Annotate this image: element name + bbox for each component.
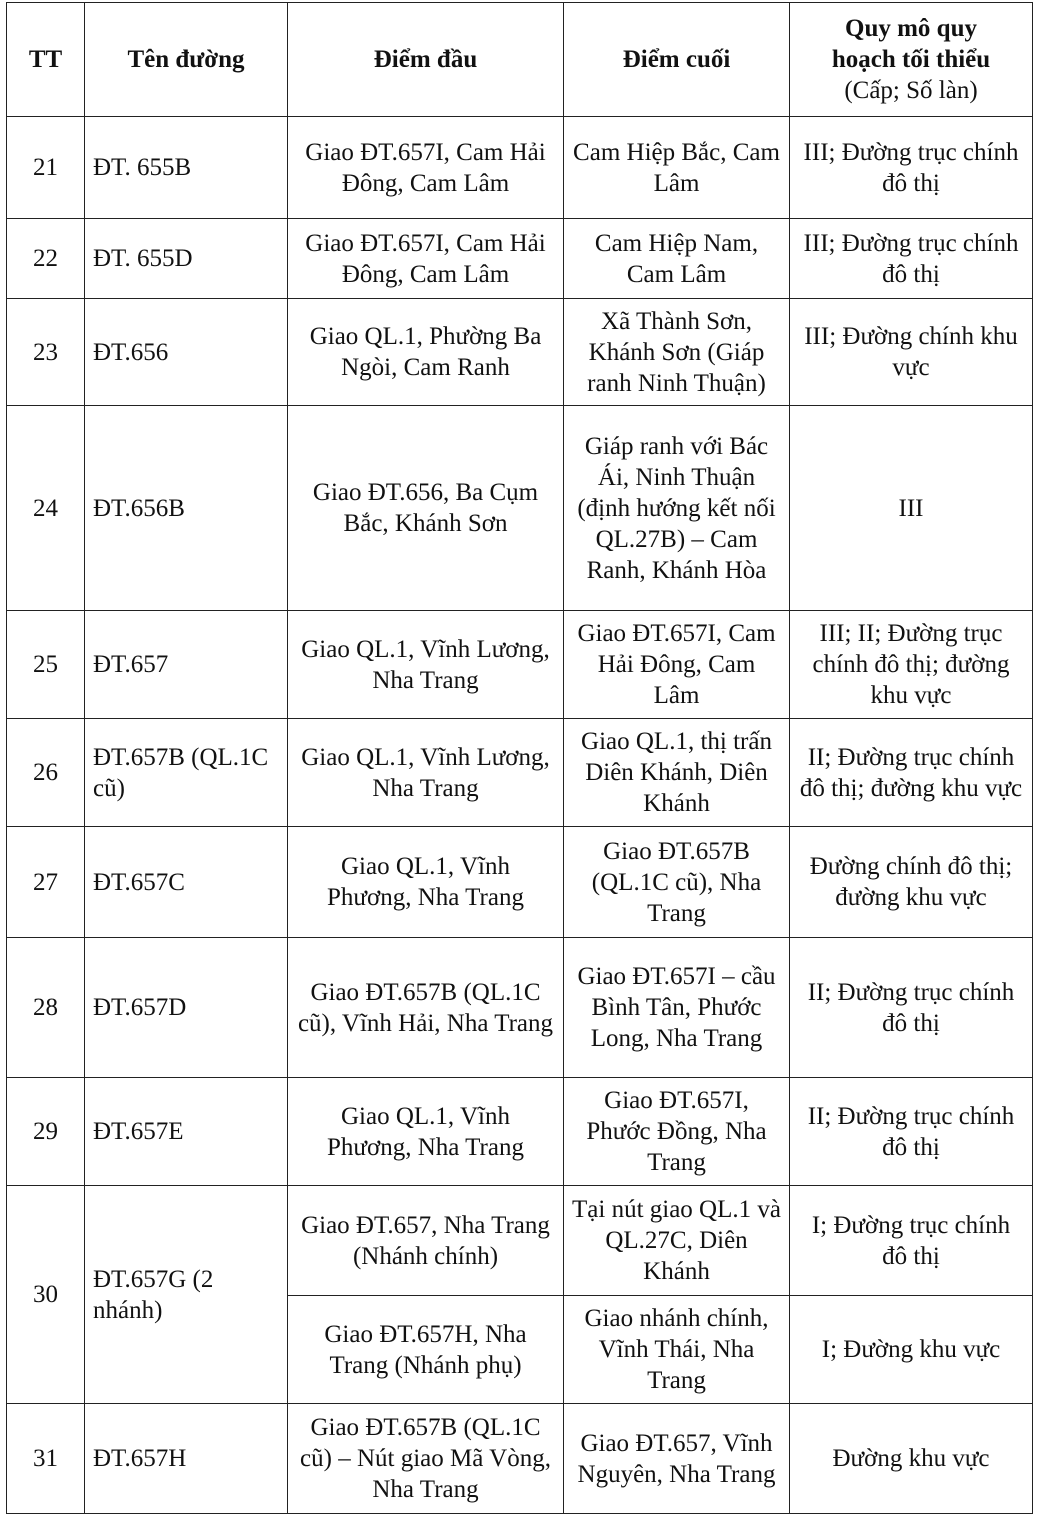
table-row: [7, 938, 1033, 1078]
planning-scale: III; Đường chính khu vực: [790, 299, 1033, 406]
table-row: [7, 1404, 1033, 1514]
end-point: Xã Thành Sơn, Khánh Sơn (Giáp ranh Ninh Thuận): [564, 299, 790, 406]
start-point: Giao ĐT.656, Ba Cụm Bắc, Khánh Sơn: [288, 406, 564, 611]
start-point: Giao ĐT.657I, Cam Hải Đông, Cam Lâm: [288, 117, 564, 219]
start-point: Giao QL.1, Vĩnh Phương, Nha Trang: [288, 1078, 564, 1186]
row-number: 28: [7, 938, 85, 1078]
header-tt: TT: [7, 3, 85, 117]
start-point: Giao QL.1, Vĩnh Lương, Nha Trang: [288, 611, 564, 719]
row-number: 22: [7, 219, 85, 299]
start-point: Giao QL.1, Vĩnh Lương, Nha Trang: [288, 719, 564, 827]
planning-scale: II; Đường trục chính đô thị: [790, 938, 1033, 1078]
end-point: Giáp ranh với Bác Ái, Ninh Thuận (định hướng kết nối QL.27B) – Cam Ranh, Khánh Hòa: [564, 406, 790, 611]
road-name: ĐT.657G (2 nhánh): [85, 1186, 288, 1404]
end-point: Cam Hiệp Nam, Cam Lâm: [564, 219, 790, 299]
table-row: [7, 611, 1033, 719]
road-name: ĐT.657: [85, 611, 288, 719]
planning-scale: I; Đường khu vực: [790, 1296, 1033, 1404]
road-name: ĐT.657B (QL.1C cũ): [85, 719, 288, 827]
start-point: Giao ĐT.657I, Cam Hải Đông, Cam Lâm: [288, 219, 564, 299]
header-planning-scale: [790, 3, 1033, 117]
header-scale-line-2: hoạch tối thiểu: [831, 46, 991, 73]
planning-scale: III; II; Đường trục chính đô thị; đường khu vực: [790, 611, 1033, 719]
road-name: ĐT. 655D: [85, 219, 288, 299]
row-number: 24: [7, 406, 85, 611]
road-name: ĐT. 655B: [85, 117, 288, 219]
header-scale-line-1: Quy mô quy: [845, 15, 977, 42]
end-point: Giao nhánh chính, Vĩnh Thái, Nha Trang: [564, 1296, 790, 1404]
header-scale-line-3: (Cấp; Số làn): [844, 77, 978, 104]
start-point: Giao ĐT.657B (QL.1C cũ), Vĩnh Hải, Nha Trang: [288, 938, 564, 1078]
end-point: Giao ĐT.657B (QL.1C cũ), Nha Trang: [564, 827, 790, 938]
road-name: ĐT.657C: [85, 827, 288, 938]
planning-scale: I; Đường trục chính đô thị: [790, 1186, 1033, 1296]
road-name: ĐT.657H: [85, 1404, 288, 1514]
planning-scale: Đường khu vực: [790, 1404, 1033, 1514]
planning-scale: II; Đường trục chính đô thị: [790, 1078, 1033, 1186]
end-point: Giao ĐT.657, Vĩnh Nguyên, Nha Trang: [564, 1404, 790, 1514]
end-point: Giao ĐT.657I – cầu Bình Tân, Phước Long, Nha Trang: [564, 938, 790, 1078]
row-number: 27: [7, 827, 85, 938]
end-point: Giao ĐT.657I, Phước Đồng, Nha Trang: [564, 1078, 790, 1186]
table-row: [7, 406, 1033, 611]
header-end-point: Điểm cuối: [564, 3, 790, 117]
table-row: [7, 299, 1033, 406]
planning-scale: II; Đường trục chính đô thị; đường khu vực: [790, 719, 1033, 827]
end-point: Giao ĐT.657I, Cam Hải Đông, Cam Lâm: [564, 611, 790, 719]
start-point: Giao ĐT.657B (QL.1C cũ) – Nút giao Mã Vòng, Nha Trang: [288, 1404, 564, 1514]
header-road-name: Tên đường: [85, 3, 288, 117]
table-row: [7, 827, 1033, 938]
planning-scale: III; Đường trục chính đô thị: [790, 219, 1033, 299]
road-name: ĐT.657D: [85, 938, 288, 1078]
row-number: 31: [7, 1404, 85, 1514]
road-name: ĐT.656B: [85, 406, 288, 611]
table-row: [7, 219, 1033, 299]
row-number: 21: [7, 117, 85, 219]
start-point: Giao QL.1, Phường Ba Ngòi, Cam Ranh: [288, 299, 564, 406]
table-row: [7, 1186, 1033, 1296]
header-start-point: Điểm đầu: [288, 3, 564, 117]
table-row: [7, 117, 1033, 219]
table-row: [7, 719, 1033, 827]
start-point: Giao ĐT.657, Nha Trang (Nhánh chính): [288, 1186, 564, 1296]
row-number: 23: [7, 299, 85, 406]
header-row: [7, 3, 1033, 117]
end-point: Giao QL.1, thị trấn Diên Khánh, Diên Khánh: [564, 719, 790, 827]
planning-scale: III; Đường trục chính đô thị: [790, 117, 1033, 219]
row-number: 25: [7, 611, 85, 719]
planning-scale: III: [790, 406, 1033, 611]
table-row: [7, 1078, 1033, 1186]
planning-scale: Đường chính đô thị; đường khu vực: [790, 827, 1033, 938]
end-point: Cam Hiệp Bắc, Cam Lâm: [564, 117, 790, 219]
road-name: ĐT.657E: [85, 1078, 288, 1186]
row-number: 30: [7, 1186, 85, 1404]
start-point: Giao ĐT.657H, Nha Trang (Nhánh phụ): [288, 1296, 564, 1404]
row-number: 29: [7, 1078, 85, 1186]
end-point: Tại nút giao QL.1 và QL.27C, Diên Khánh: [564, 1186, 790, 1296]
row-number: 26: [7, 719, 85, 827]
start-point: Giao QL.1, Vĩnh Phương, Nha Trang: [288, 827, 564, 938]
road-name: ĐT.656: [85, 299, 288, 406]
road-planning-table: [6, 2, 1033, 1514]
